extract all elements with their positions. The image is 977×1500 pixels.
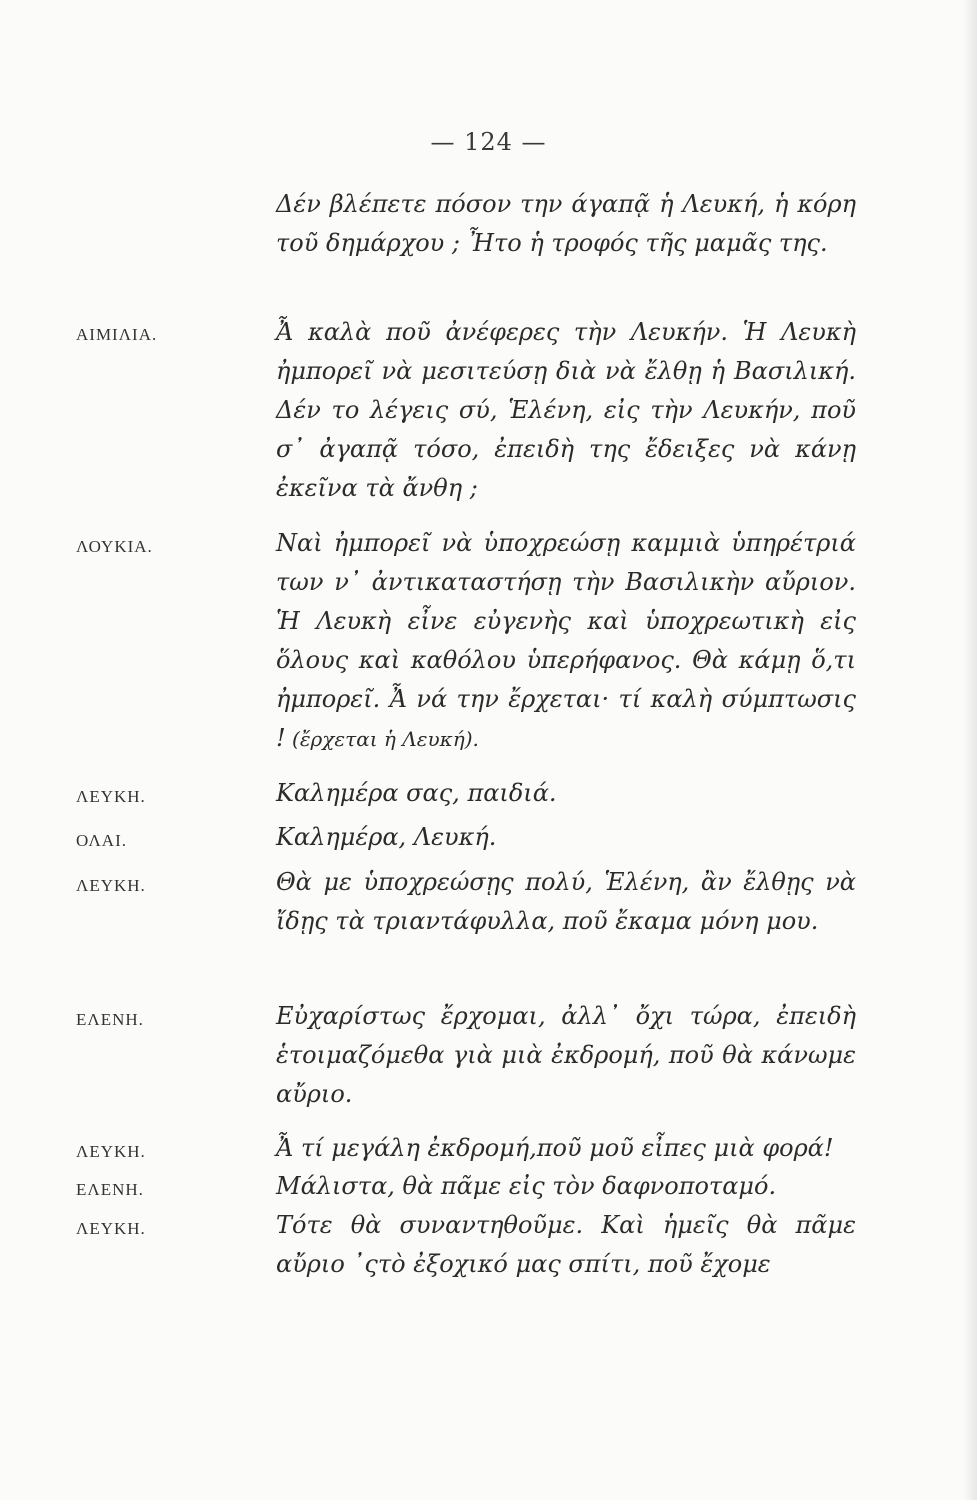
- speaker-label: ΕΛΕΝΗ.: [76, 1180, 144, 1199]
- speaker-label: ΛΕΥΚΗ.: [76, 876, 146, 895]
- speech-words: Ναὶ ἠμπορεῖ νὰ ὑποχρεώσῃ καμμιὰ ὑπηρέτριά των ν᾽ ἀντικαταστήσῃ τὴν Βασιλικὴν αὔριον. Ἡ Λευκὴ εἶνε εὐγενὴς καὶ ὑποχρεωτικὴ εἰς ὅλους καὶ καθόλου ὑπερήφανος. Θὰ κάμῃ ὅ,τι ἠμπορεῖ. Ἆ νά την ἔρχεται· τί καλὴ σύμπτωσις !: [276, 529, 856, 752]
- speech-continuation: Δέν βλέπετε πόσον την άγαπᾷ ἡ Λευκή, ἡ κόρη τοῦ δημάρχου ; Ἦτο ἡ τροφός τῆς μαμᾶς της.: [276, 190, 856, 257]
- speech-text: [276, 524, 856, 759]
- speaker-label: ΛΕΥΚΗ.: [76, 1219, 146, 1238]
- speaker-label: ΟΛΑΙ.: [76, 831, 127, 850]
- speech-text: Καλημέρα, Λευκή.: [276, 823, 497, 851]
- speaker-label: ΛΕΥΚΗ.: [76, 787, 146, 806]
- speaker-label: ΕΛΕΝΗ.: [76, 1010, 144, 1029]
- speaker-label: ΛΕΥΚΗ.: [76, 1142, 146, 1161]
- page-number: — 124 —: [430, 128, 547, 156]
- speech-text: Ἆ τί μεγάλη ἐκδρομή,ποῦ μοῦ εἶπες μιὰ φορά!: [276, 1134, 834, 1162]
- speech-text: Μάλιστα, θὰ πᾶμε εἰς τὸν δαφνοποταμό.: [276, 1172, 777, 1200]
- speech-text: Τότε θὰ συναντηθοῦμε. Καὶ ἡμεῖς θὰ πᾶμε αὔριο ᾽ςτὸ ἐξοχικό μας σπίτι, ποῦ ἔχομε: [276, 1211, 856, 1278]
- speaker-label: ΛΟΥΚΙΑ.: [76, 537, 153, 556]
- speech-text: Εὐχαρίστως ἔρχομαι, ἀλλ᾽ ὄχι τώρα, ἐπειδὴ ἑτοιμαζόμεθα γιὰ μιὰ ἐκδρομή, ποῦ θὰ κάνωμε αὔριο.: [276, 1002, 856, 1108]
- speech-text: Καλημέρα σας, παιδιά.: [276, 779, 557, 807]
- stage-direction: (ἔρχεται ἡ Λευκή).: [285, 727, 479, 751]
- speech-text: Θὰ με ὑποχρεώσῃς πολύ, Ἑλένη, ἂν ἔλθῃς νὰ ἴδῃς τὰ τριαντάφυλλα, ποῦ ἔκαμα μόνη μου.: [276, 868, 856, 935]
- speaker-label: ΑΙΜΙΛΙΑ.: [76, 325, 158, 344]
- page-edge-shadow: [963, 0, 977, 1500]
- speech-text: Ἆ καλὰ ποῦ ἀνέφερες τὴν Λευκήν. Ἡ Λευκὴ ἠμπορεῖ νὰ μεσιτεύσῃ διὰ νὰ ἔλθῃ ἡ Βασιλική. Δέν το λέγεις σύ, Ἑλένη, εἰς τὴν Λευκήν, ποῦ σ᾽ ἀγαπᾷ τόσο, ἐπειδὴ της ἔδειξες νὰ κάνῃ ἐκεῖνα τὰ ἄνθη ;: [276, 318, 856, 502]
